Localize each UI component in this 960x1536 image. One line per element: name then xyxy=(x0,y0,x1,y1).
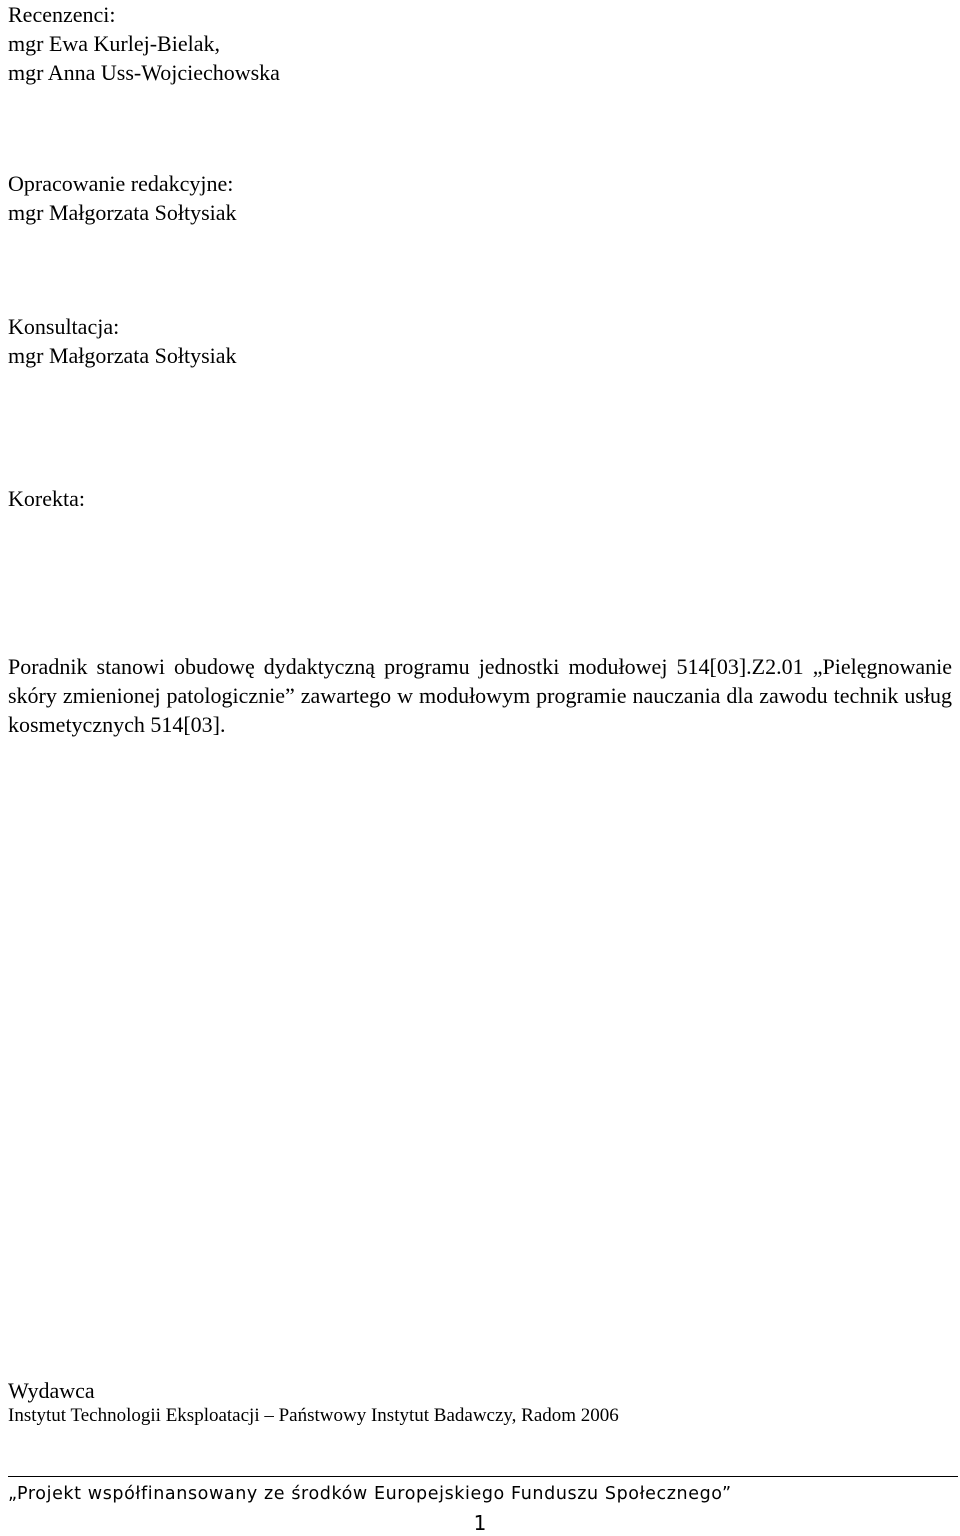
reviewer-name: mgr Anna Uss-Wojciechowska xyxy=(8,60,280,85)
consultation-name: mgr Małgorzata Sołtysiak xyxy=(8,343,237,368)
consultation-section xyxy=(8,312,237,370)
editing-name: mgr Małgorzata Sołtysiak xyxy=(8,200,237,225)
description-text: Poradnik stanowi obudowę dydaktyczną programu jednostki modułowej 514[03].Z2.01 „Pielęgnowanie skóry zmienionej patologicznie” zawartego w modułowym programie nauczania dla zawodu technik usług kosmetycznych 514[03]. xyxy=(8,654,952,737)
publisher-name: Instytut Technologii Eksploatacji – Państwowy Instytut Badawczy, Radom 2006 xyxy=(8,1405,619,1426)
description-section xyxy=(8,652,952,739)
publisher-label: Wydawca xyxy=(8,1378,95,1403)
editing-label: Opracowanie redakcyjne: xyxy=(8,171,234,196)
footer-divider xyxy=(8,1476,958,1477)
reviewers-section xyxy=(8,0,280,87)
page-number: 1 xyxy=(473,1511,487,1535)
publisher-section xyxy=(8,1377,619,1428)
editing-section xyxy=(8,169,237,227)
correction-section xyxy=(8,484,85,513)
footer-funding-note: „Projekt współfinansowany ze środków Europejskiego Funduszu Społecznego” xyxy=(8,1484,732,1504)
consultation-label: Konsultacja: xyxy=(8,314,120,339)
reviewer-name: mgr Ewa Kurlej-Bielak, xyxy=(8,31,220,56)
reviewers-label: Recenzenci: xyxy=(8,2,116,27)
correction-label: Korekta: xyxy=(8,486,85,511)
